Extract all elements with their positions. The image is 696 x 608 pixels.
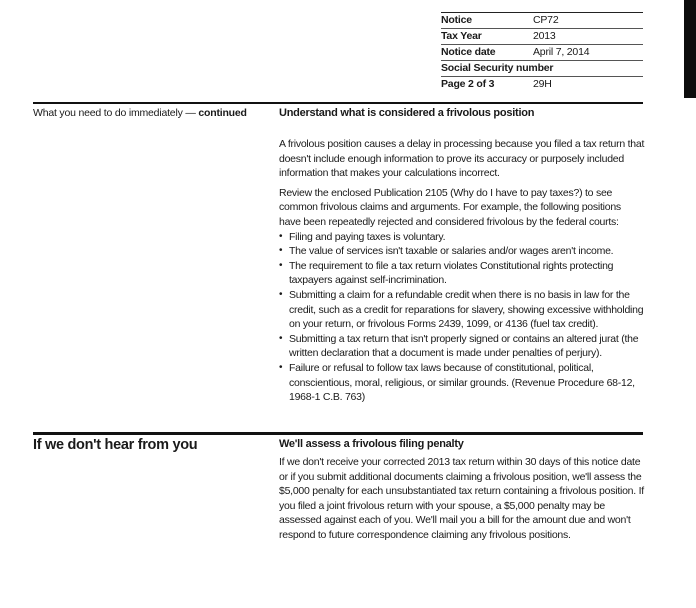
info-value: CP72 [533,14,559,26]
section-heading: Understand what is considered a frivolous position [279,107,535,119]
section-divider [33,102,643,104]
info-row-notice [441,13,643,29]
paragraph: Review the enclosed Publication 2105 (Why do I have to pay taxes?) to see common frivolous claims and arguments. For example, the following positions have been repeatedly rejected and considered frivolous by the federal courts: [279,186,621,228]
section-left-heading: If we don't hear from you [33,437,198,453]
frivolous-positions-list [279,230,645,405]
notice-info-table [441,12,643,92]
info-row-tax-year [441,29,643,45]
info-row-ssn [441,61,643,77]
info-value: 2013 [533,30,556,42]
info-label: Page 2 of 3 [441,78,495,90]
info-row-page [441,77,643,92]
info-label: Notice date [441,46,496,58]
list-item: • Submitting a claim for a refundable credit when there is no basis in law for the credit, such as a credit for reparations for slavery, showing excessive withholding on your return, or frivolous Forms 2439, 1099, or 4136 (fuel tax credit). [279,288,645,332]
paragraph: If we don't receive your corrected 2013 tax return within 30 days of this notice date or if you submit additional documents claiming a frivolous position, we'll assess the $5,000 penalty for each unsubstantiated tax return containing a frivolous position. If you filed a joint frivolous return with your spouse, a $5,000 penalty may be assessed against each of you. We'll mail you a bill for the amount due and won't respond to future correspondence claiming any frivolous positions. [279,456,644,541]
info-label: Tax Year [441,30,482,42]
info-label: Social Security number [441,62,554,74]
list-item: • Filing and paying taxes is voluntary. [279,230,645,245]
section-left-label [33,107,247,119]
left-label-bold: continued [198,107,247,119]
info-label: Notice [441,14,472,26]
frivolous-position-section [279,106,645,405]
section-heading: We'll assess a frivolous filing penalty [279,438,464,450]
penalty-section [279,437,645,548]
paragraph: A frivolous position causes a delay in processing because you filed a tax return that doesn't include enough information to prove its accuracy or purposely included information that makes your calculations incorrect. [279,138,645,180]
left-label-text: What you need to do immediately — [33,107,199,119]
list-item: • Failure or refusal to follow tax laws because of constitutional, political, conscientious, moral, religious, or similar grounds. (Revenue Procedure 68-12, 1968-1 C.B. 763) [279,361,645,405]
info-value: April 7, 2014 [533,46,590,58]
info-row-notice-date [441,45,643,61]
list-item: • Submitting a tax return that isn't properly signed or contains an altered jurat (the written declaration that a document is made under penalties of perjury). [279,332,645,361]
info-value: 29H [533,78,552,90]
page-edge-marker [684,0,696,98]
list-item: • The value of services isn't taxable or salaries and/or wages aren't income. [279,244,645,259]
info-value [533,61,643,76]
section-divider [33,432,643,435]
list-item: • The requirement to file a tax return violates Constitutional rights protecting taxpayers against self-incrimination. [279,259,645,288]
